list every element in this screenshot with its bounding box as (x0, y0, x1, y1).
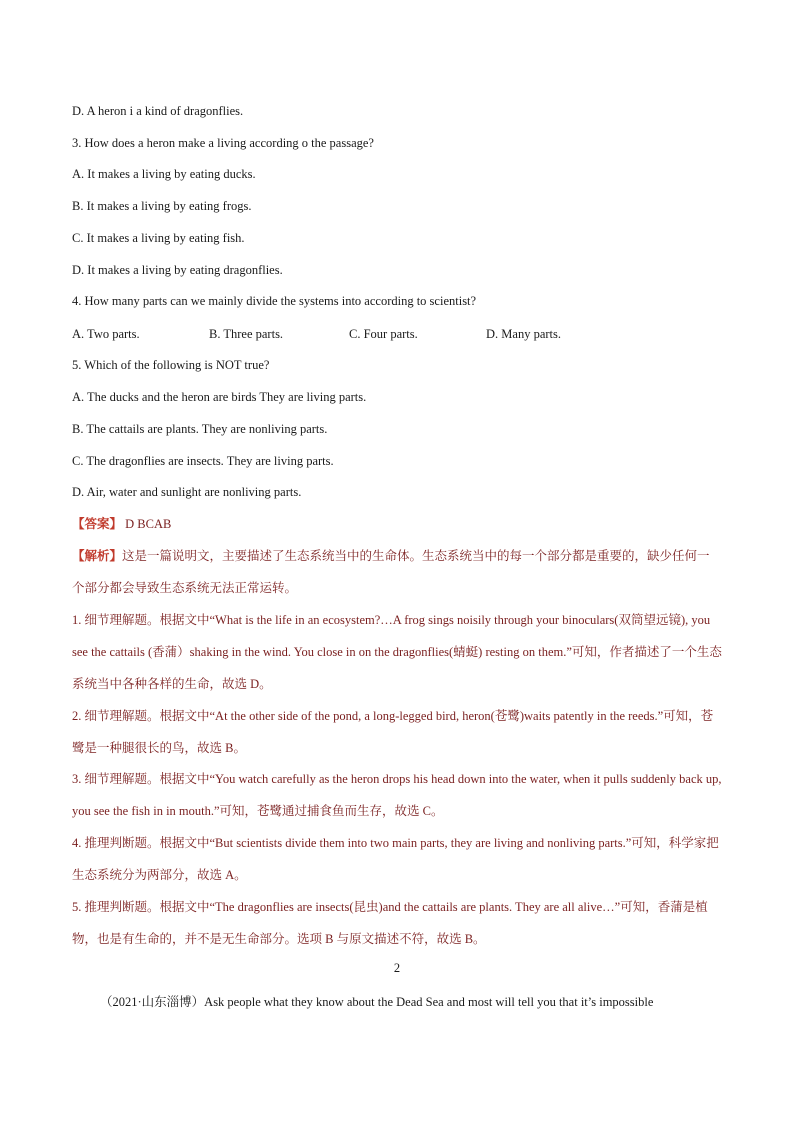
answer-line (72, 515, 722, 533)
q2-option-d: D. A heron i a kind of dragonflies. (72, 104, 244, 118)
q3-option-d: D. It makes a living by eating dragonflies. (72, 263, 283, 277)
q5-option-d: D. Air, water and sunlight are nonliving parts. (72, 485, 302, 499)
explanation-item-4: 4. 推理判断题。根据文中“But scientists divide them into two main parts, they are living and nonliving parts.”可知，科学家把生态系统分为两部分，故选 A。 (72, 836, 719, 882)
explanation-item-5: 5. 推理判断题。根据文中“The dragonflies are insects(昆虫)and the cattails are plants. They are all alive…”可知，香蒲是植物，也是有生命的，并不是无生命部分。选项 B 与原文描述不符，故选 B。 (72, 900, 708, 946)
section-number: 2 (393, 961, 401, 975)
answer-text: D BCAB (125, 517, 172, 531)
q4-options (72, 325, 722, 343)
q5-question: 5. Which of the following is NOT true? (72, 358, 270, 372)
q3-question: 3. How does a heron make a living according o the passage? (72, 136, 374, 150)
q3-option-b: B. It makes a living by eating frogs. (72, 199, 252, 213)
next-passage-start: （2021·山东淄博）Ask people what they know about the Dead Sea and most will tell you that it’s impossible (100, 995, 654, 1009)
q4-question: 4. How many parts can we mainly divide the systems into according to scientist? (72, 294, 477, 308)
q4-option-c: C. Four parts. (349, 327, 418, 341)
explanation-intro-text: 这是一篇说明文，主要描述了生态系统当中的生命体。生态系统当中的每一个部分都是重要的，缺少任何一个部分都会导致生态系统无法正常运转。 (72, 548, 710, 595)
answer-label: 【答案】 (72, 516, 123, 531)
q5-option-a: A. The ducks and the heron are birds They are living parts. (72, 390, 367, 404)
q3-option-a: A. It makes a living by eating ducks. (72, 167, 256, 181)
explanation-item-3: 3. 细节理解题。根据文中“You watch carefully as the heron drops his head down into the water, when it pulls suddenly back up, you see the fish in in mouth.”可知，苍鹭通过捕食鱼而生存，故选 C。 (72, 772, 722, 818)
explanation-item-1: 1. 细节理解题。根据文中“What is the life in an ecosystem?…A frog sings noisily through your binoculars(双筒望远镜), you see the cattails (香蒲）shaking in the wind. You close in on the dragonflies(蜻蜓) resting on them.”可知，作者描述了一个生态系统当中各种各样的生命，故选 D。 (72, 613, 722, 691)
q5-option-b: B. The cattails are plants. They are nonliving parts. (72, 422, 328, 436)
explanation-intro (72, 540, 722, 604)
q4-option-d: D. Many parts. (486, 327, 561, 341)
q3-option-c: C. It makes a living by eating fish. (72, 231, 245, 245)
explanation-label: 【解析】 (72, 548, 123, 563)
q5-option-c: C. The dragonflies are insects. They are living parts. (72, 454, 334, 468)
explanation-item-2: 2. 细节理解题。根据文中“At the other side of the pond, a long-legged bird, heron(苍鹭)waits patently in the reeds.”可知，苍鹭是一种腿很长的鸟，故选 B。 (72, 709, 714, 755)
q4-option-b: B. Three parts. (209, 327, 284, 341)
q4-option-a: A. Two parts. (72, 327, 140, 341)
